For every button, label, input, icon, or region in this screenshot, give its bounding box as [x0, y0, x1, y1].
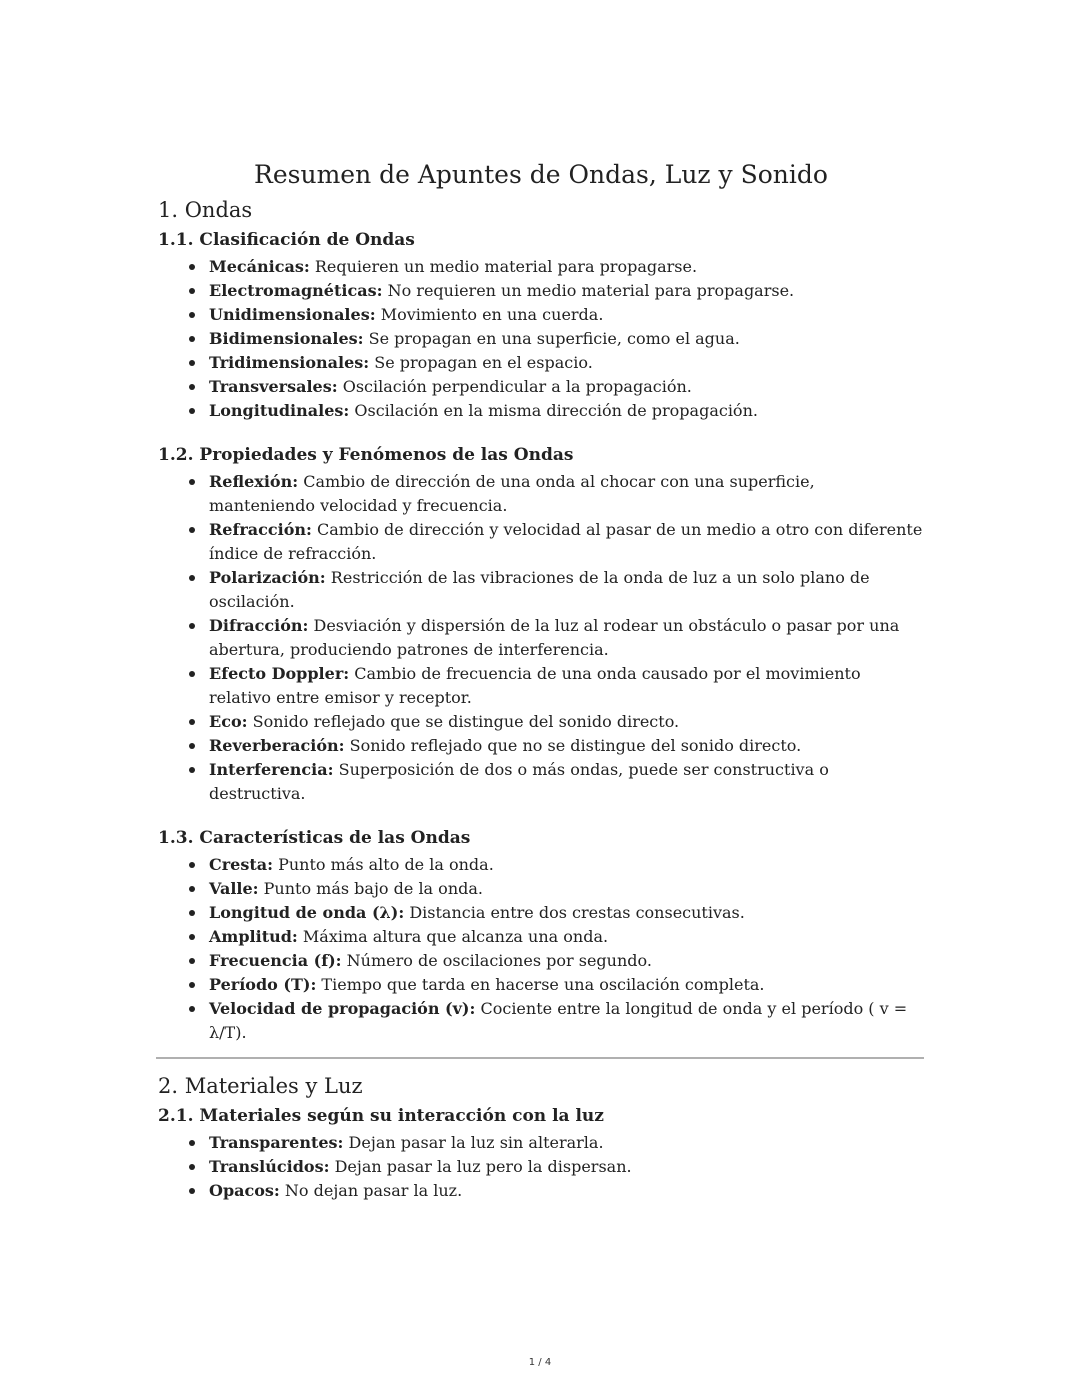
item-text: Cambio de frecuencia de una onda causado por el movimiento relativo entre emisor y receptor.	[209, 664, 861, 707]
spacer	[158, 423, 924, 440]
item-term: Cresta:	[209, 855, 274, 874]
subsection-heading-clasificacion: 1.1. Clasificación de Ondas	[158, 230, 415, 250]
section-heading-ondas: 1. Ondas	[158, 198, 253, 222]
item-term: Opacos:	[209, 1181, 280, 1200]
list-materiales	[158, 1131, 924, 1203]
item-text: Sonido reflejado que no se distingue del sonido directo.	[344, 736, 802, 755]
list-item	[209, 518, 924, 566]
item-text: Distancia entre dos crestas consecutivas.	[404, 903, 745, 922]
item-text: Cambio de dirección de una onda al chocar con una superficie, manteniendo velocidad y frecuencia.	[209, 472, 815, 515]
subsection-heading-materiales: 2.1. Materiales según su interacción con la luz	[158, 1106, 604, 1126]
item-term: Valle:	[209, 879, 259, 898]
list-item	[209, 853, 924, 877]
item-text: Se propagan en una superficie, como el agua.	[363, 329, 740, 348]
item-text: Superposición de dos o más ondas, puede ser constructiva o destructiva.	[209, 760, 829, 803]
item-text: Restricción de las vibraciones de la onda de luz a un solo plano de oscilación.	[209, 568, 870, 611]
list-caracteristicas	[158, 853, 924, 1045]
list-item	[209, 1131, 924, 1155]
page-number: 1 / 4	[528, 1357, 552, 1368]
item-text: No dejan pasar la luz.	[279, 1181, 463, 1200]
document-page	[158, 155, 924, 1203]
item-text: Requieren un medio material para propagarse.	[309, 257, 698, 276]
item-text: Dejan pasar la luz sin alterarla.	[343, 1133, 604, 1152]
item-text: Movimiento en una cuerda.	[375, 305, 604, 324]
item-term: Refracción:	[209, 520, 312, 539]
item-term: Longitudinales:	[209, 401, 350, 420]
list-item	[209, 949, 924, 973]
list-propiedades	[158, 470, 924, 806]
subsection-heading-caracteristicas: 1.3. Características de las Ondas	[158, 828, 471, 848]
list-item	[209, 734, 924, 758]
list-item	[209, 1179, 924, 1203]
list-item	[209, 614, 924, 662]
item-term: Reflexión:	[209, 472, 299, 491]
list-item	[209, 303, 924, 327]
item-term: Unidimensionales:	[209, 305, 376, 324]
item-term: Transparentes:	[209, 1133, 344, 1152]
list-item	[209, 877, 924, 901]
item-text: Se propagan en el espacio.	[369, 353, 593, 372]
item-term: Polarización:	[209, 568, 326, 587]
horizontal-divider	[156, 1057, 924, 1059]
item-term: Efecto Doppler:	[209, 664, 350, 683]
item-term: Longitud de onda (λ):	[209, 903, 405, 922]
item-term: Amplitud:	[209, 927, 298, 946]
list-clasificacion	[158, 255, 924, 423]
list-item	[209, 997, 924, 1045]
item-text: Punto más bajo de la onda.	[258, 879, 483, 898]
list-item	[209, 1155, 924, 1179]
item-term: Interferencia:	[209, 760, 334, 779]
item-text: Desviación y dispersión de la luz al rodear un obstáculo o pasar por una abertura, produciendo patrones de interferencia.	[209, 616, 900, 659]
item-term: Velocidad de propagación (v):	[209, 999, 476, 1018]
item-text: Máxima altura que alcanza una onda.	[297, 927, 609, 946]
item-text: Punto más alto de la onda.	[273, 855, 494, 874]
list-item	[209, 973, 924, 997]
item-term: Difracción:	[209, 616, 309, 635]
list-item	[209, 470, 924, 518]
item-term: Translúcidos:	[209, 1157, 330, 1176]
page-title: Resumen de Apuntes de Ondas, Luz y Sonido	[254, 160, 828, 189]
list-item	[209, 279, 924, 303]
list-item	[209, 758, 924, 806]
list-item	[209, 327, 924, 351]
list-item	[209, 662, 924, 710]
item-term: Eco:	[209, 712, 248, 731]
item-text: Oscilación en la misma dirección de propagación.	[349, 401, 758, 420]
item-text: Cociente entre la longitud de onda y el período ( v = λ/T).	[209, 999, 908, 1042]
list-item	[209, 399, 924, 423]
list-item	[209, 375, 924, 399]
list-item	[209, 351, 924, 375]
item-text: Dejan pasar la luz pero la dispersan.	[329, 1157, 632, 1176]
item-term: Mecánicas:	[209, 257, 310, 276]
item-term: Transversales:	[209, 377, 338, 396]
item-text: Tiempo que tarda en hacerse una oscilación completa.	[316, 975, 765, 994]
item-term: Electromagnéticas:	[209, 281, 383, 300]
item-text: Número de oscilaciones por segundo.	[341, 951, 652, 970]
list-item	[209, 710, 924, 734]
item-text: Oscilación perpendicular a la propagación.	[337, 377, 692, 396]
item-term: Período (T):	[209, 975, 317, 994]
item-term: Tridimensionales:	[209, 353, 370, 372]
item-text: No requieren un medio material para propagarse.	[382, 281, 795, 300]
list-item	[209, 901, 924, 925]
section-heading-materiales-luz: 2. Materiales y Luz	[158, 1074, 363, 1098]
item-term: Frecuencia (f):	[209, 951, 342, 970]
item-term: Reverberación:	[209, 736, 345, 755]
spacer	[158, 806, 924, 823]
list-item	[209, 255, 924, 279]
list-item	[209, 566, 924, 614]
list-item	[209, 925, 924, 949]
subsection-heading-propiedades: 1.2. Propiedades y Fenómenos de las Ondas	[158, 445, 574, 465]
item-text: Sonido reflejado que se distingue del sonido directo.	[247, 712, 680, 731]
item-text: Cambio de dirección y velocidad al pasar de un medio a otro con diferente índice de refracción.	[209, 520, 923, 563]
item-term: Bidimensionales:	[209, 329, 364, 348]
